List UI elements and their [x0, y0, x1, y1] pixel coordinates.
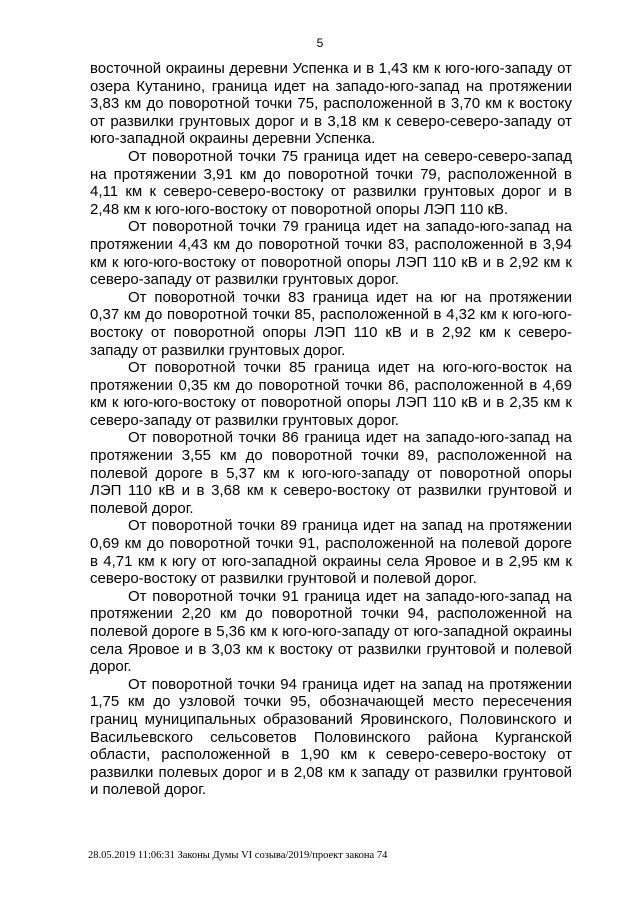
- document-body: [90, 60, 572, 799]
- paragraph-7: От поворотной точки 89 граница идет на запад на протяжении 0,69 км до поворотной точки 91, расположенной на полевой дороге в 4,71 км к югу от юго-западной окраины села Яровое и в 2,95 км к северо-востоку от развилки грунтовой и полевой дорог.: [90, 517, 572, 588]
- document-footer: 28.05.2019 11:06:31 Законы Думы VI созыва/2019/проект закона 74: [88, 850, 388, 861]
- paragraph-3: От поворотной точки 79 граница идет на западо-юго-запад на протяжении 4,43 км до поворотной точки 83, расположенной в 3,94 км к юго-юго-востоку от поворотной опоры ЛЭП 110 кВ и в 2,92 км к северо-западу от развилки грунтовых дорог.: [90, 218, 572, 289]
- paragraph-5: От поворотной точки 85 граница идет на юго-юго-восток на протяжении 0,35 км до поворотной точки 86, расположенной в 4,69 км к юго-юго-востоку от поворотной опоры ЛЭП 110 кВ и в 2,35 км к северо-западу от развилки грунтовых дорог.: [90, 359, 572, 429]
- paragraph-9: От поворотной точки 94 граница идет на запад на протяжении 1,75 км до узловой точки 95, обозначающей место пересечения границ муниципальных образований Яровинского, Половинского и Васильевского сельсоветов Половинского района Курганской области, расположенной в 1,90 км к северо-северо-востоку от развилки полевых дорог и в 2,08 км к западу от развилки грунтовой и полевой дорог.: [90, 675, 572, 799]
- paragraph-6: От поворотной точки 86 граница идет на западо-юго-запад на протяжении 3,55 км до поворотной точки 89, расположенной на полевой дороге в 5,37 км к юго-юго-западу от поворотной опоры ЛЭП 110 кВ и в 3,68 км к северо-востоку от развилки грунтовой и полевой дорог.: [90, 429, 572, 517]
- paragraph-4: От поворотной точки 83 граница идет на юг на протяжении 0,37 км до поворотной точки 85, расположенной в 4,32 км к юго-юго-востоку от поворотной опоры ЛЭП 110 кВ и в 2,92 км к северо-западу от развилки грунтовых дорог.: [90, 288, 572, 359]
- paragraph-1: восточной окраины деревни Успенка и в 1,43 км к юго-юго-западу от озера Кутанино, граница идет на западо-юго-запад на протяжении 3,83 км до поворотной точки 75, расположенной в 3,70 км к востоку от развилки грунтовых дорог и в 3,18 км к северо-северо-западу от юго-западной окраины деревни Успенка.: [90, 60, 572, 148]
- paragraph-2: От поворотной точки 75 граница идет на северо-северо-запад на протяжении 3,91 км до поворотной точки 79, расположенной в 4,11 км к северо-северо-востоку от развилки грунтовых дорог и в 2,48 км к юго-юго-востоку от поворотной опоры ЛЭП 110 кВ.: [90, 147, 572, 218]
- page-number: 5: [316, 36, 324, 50]
- paragraph-8: От поворотной точки 91 граница идет на западо-юго-запад на протяжении 2,20 км до поворотной точки 94, расположенной на полевой дороге в 5,36 км к юго-юго-западу от юго-западной окраины села Яровое и в 3,03 км к востоку от развилки грунтовой и полевой дорог.: [90, 587, 572, 676]
